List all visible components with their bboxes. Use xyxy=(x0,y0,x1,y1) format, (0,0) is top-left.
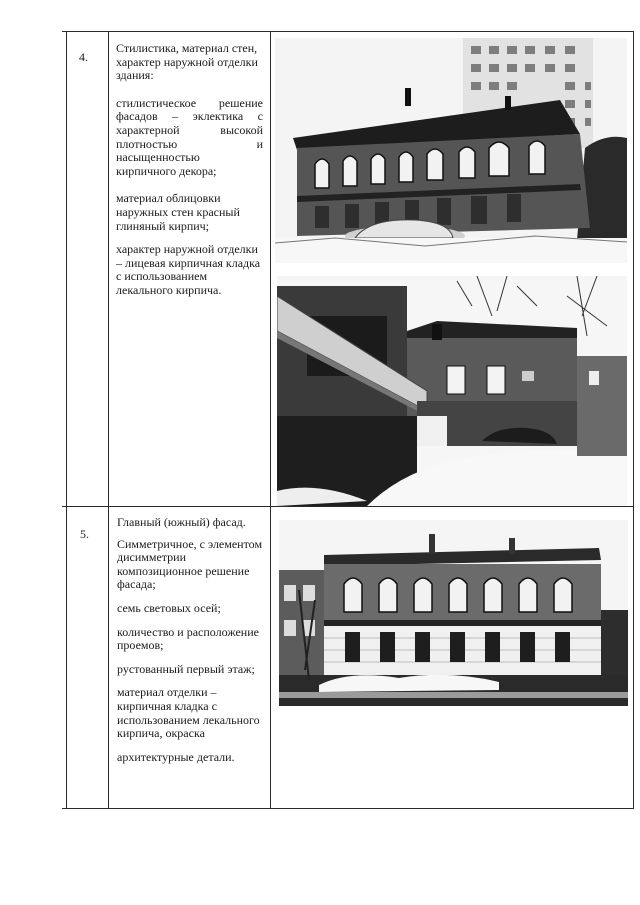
building-photo xyxy=(277,276,627,506)
description-paragraph: материал облицовки наружных стен красный глиняный кирпич; xyxy=(116,191,240,233)
description-paragraph: стилистическое решение фасадов – эклектика с характерной высокой плотностью и насыщенностью кирпичного декора; xyxy=(116,95,263,178)
text-column-divider xyxy=(270,31,271,809)
facade-photo xyxy=(279,520,628,706)
table-right-border xyxy=(633,31,634,809)
row-number: 4. xyxy=(79,50,88,64)
description-paragraph: архитектурные детали. xyxy=(117,749,235,764)
number-column-divider xyxy=(108,31,109,809)
description-paragraph: количество и расположение проемов; xyxy=(117,624,259,653)
building-photo xyxy=(275,38,627,263)
description-paragraph: рустованный первый этаж; xyxy=(117,661,255,676)
description-paragraph: Симметричное, с элементом дисимметрии композиционное решение фасада; xyxy=(117,536,263,592)
table-bottom-border xyxy=(62,808,634,809)
table-top-border xyxy=(62,31,634,32)
description-paragraph: материал отделки – кирпичная кладка с использованием лекального кирпича, окраска xyxy=(117,685,260,741)
row-divider xyxy=(62,506,634,507)
row-heading: Главный (южный) фасад. xyxy=(117,515,246,529)
row-number: 5. xyxy=(80,527,89,541)
description-paragraph: семь световых осей; xyxy=(117,600,221,615)
row-heading: Стилистика, материал стен, характер наружной отделки здания: xyxy=(116,41,258,83)
table-left-border xyxy=(66,31,67,809)
row-description xyxy=(116,42,263,298)
description-paragraph: характер наружной отделки – лицевая кирпичная кладка с использованием лекального кирпича. xyxy=(116,242,261,297)
row-description xyxy=(117,516,267,764)
